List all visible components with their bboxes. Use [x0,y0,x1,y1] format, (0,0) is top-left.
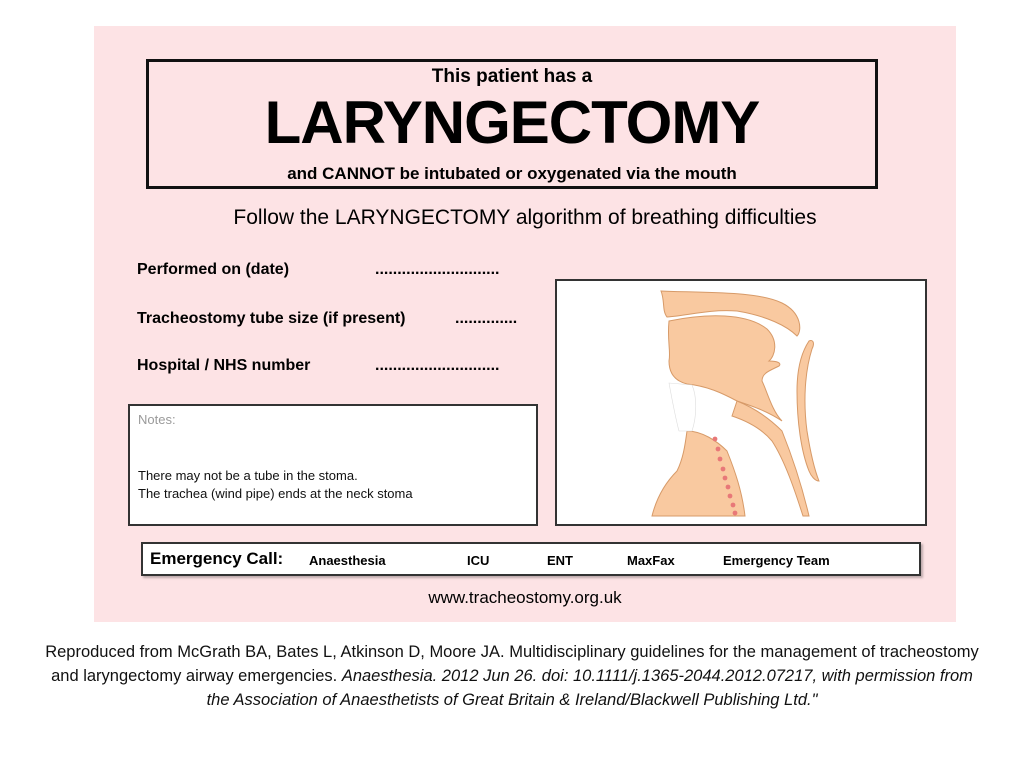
field-blank-performed-date: ............................ [375,261,500,278]
field-blank-tube-size: .............. [455,310,518,327]
notes-line: The trachea (wind pipe) ends at the neck stoma [138,486,413,501]
notes-label: Notes: [138,412,176,427]
title-intro: This patient has a [431,66,593,87]
citation-text: Reproduced from McGrath BA, Bates L, Atkinson D, Moore JA. Multidisciplinary guidelines for the management of tracheostomy and laryngectomy airway emergencies. [45,643,979,685]
emergency-call-bar [141,542,921,576]
emergency-item-ent: ENT [547,553,573,568]
field-label-hospital-nhs: Hospital / NHS number [137,357,311,374]
field-blank-hospital-nhs: ............................ [375,357,500,374]
citation-caption [40,640,984,712]
emergency-call-label: Emergency Call: [150,549,284,568]
notes-box [128,404,538,526]
emergency-item-emergency-team: Emergency Team [723,553,830,568]
title-main: LARYNGECTOMY [264,89,760,156]
algorithm-instruction: Follow the LARYNGECTOMY algorithm of breathing difficulties [233,206,817,229]
title-warning: and CANNOT be intubated or oxygenated via the mouth [287,164,737,183]
citation-journal: Anaesthesia. 2012 Jun 26. doi: 10.1111/j.1365-2044.2012.07217, with permission from the Association of Anaesthetists of Great Britain & Ireland/Blackwell Publishing Ltd." [206,667,973,709]
emergency-item-maxfax: MaxFax [627,553,675,568]
emergency-item-icu: ICU [467,553,490,568]
anatomy-diagram [555,279,927,526]
head-neck-sagittal-icon [557,281,925,524]
website-link[interactable]: www.tracheostomy.org.uk [428,588,622,607]
laryngectomy-alert-card [94,26,956,622]
field-label-tube-size: Tracheostomy tube size (if present) [137,310,406,327]
field-label-performed-date: Performed on (date) [137,261,290,278]
notes-line: There may not be a tube in the stoma. [138,468,358,483]
title-box [146,59,878,189]
emergency-item-anaesthesia: Anaesthesia [309,553,386,568]
